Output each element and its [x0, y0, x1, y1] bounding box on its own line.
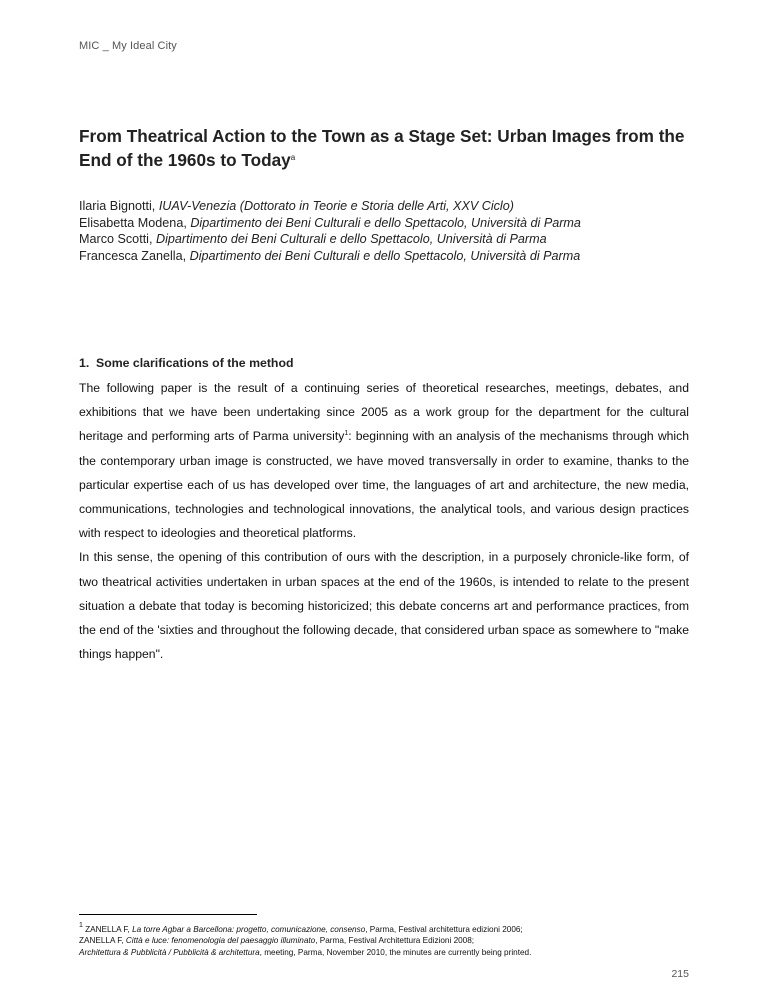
running-header: MIC _ My Ideal City [79, 40, 177, 52]
author-affiliation: Dipartimento dei Beni Culturali e dello Spettacolo, Università di Parma [189, 248, 581, 263]
footnote-reference[interactable]: 1 [344, 430, 349, 438]
author-affiliation: Dipartimento dei Beni Culturali e dello Spettacolo, Università di Parma [155, 232, 547, 246]
footnote-line [79, 947, 719, 958]
author-affiliation: IUAV-Venezia (Dottorato in Teorie e Storia delle Arti, XXV Ciclo) [158, 199, 514, 213]
body-text [79, 376, 689, 666]
author-line [79, 231, 699, 248]
footnote-title: Città e luce: fenomenologia del paesaggio illuminato [125, 936, 316, 946]
footnote-divider [79, 914, 257, 915]
footnote-author: ZANELLA F, [82, 925, 130, 934]
section-number: 1. [79, 356, 90, 370]
footnote-line [79, 924, 719, 935]
author-affiliation: Dipartimento dei Beni Culturali e dello Spettacolo, Università di Parma [190, 215, 581, 230]
footnote-details: , meeting, Parma, November 2010, the minutes are currently being printed. [259, 947, 532, 957]
author-name: Francesca Zanella, [79, 248, 187, 263]
title-note-mark: a [290, 153, 296, 162]
footnote-details: , Parma, Festival Architettura Edizioni 2008; [315, 936, 475, 946]
author-line [79, 248, 699, 265]
footnotes [79, 924, 719, 958]
footnote-details: , Parma, Festival architettura edizioni 2006; [365, 925, 523, 934]
footnote-author: ZANELLA F, [79, 936, 124, 946]
section-heading [79, 356, 293, 370]
paragraph: In this sense, the opening of this contribution of ours with the description, in a purposely chronicle-like form, of two theatrical activities undertaken in urban spaces at the end of the 1960s, is intended to relate to the present situation a debate that today is becoming historicized; this debate concerns art and performance practices, from the end of the 'sixties and throughout the following decade, that considered urban space as somewhere to "make things happen". [79, 550, 689, 662]
paragraph [79, 376, 689, 545]
footnote-line [79, 935, 719, 946]
author-name: Ilaria Bignotti, [79, 199, 156, 213]
section-title: Some clarifications of the method [96, 356, 294, 370]
article-title [79, 126, 689, 171]
footnote-title: La torre Agbar a Barcellona: progetto, comunicazione, consenso [132, 925, 366, 934]
paragraph-text: : beginning with an analysis of the mechanisms through which the contemporary urban image is constructed, we have moved transversally in order to examine, thanks to the particular expertise each of us has developed over time, the languages of art and architecture, the new media, communications, technologies and technological innovations, the analytical tools, and various design practices with respect to ideologies and theoretical platforms. [79, 429, 689, 541]
footnote-title: Architettura & Pubblicità / Pubblicità & architettura [79, 947, 260, 957]
article-title-text: From Theatrical Action to the Town as a Stage Set: Urban Images from the End of the 1960s to Today [79, 126, 685, 170]
author-name: Elisabetta Modena, [79, 215, 187, 230]
paragraph-text: The following paper is the result of a continuing series of theoretical researches, meetings, debates, and exhibitions that we have been undertaking since 2005 as a work group for the department for the cultural heritage and performing arts of Parma university [79, 381, 689, 444]
footnote-marker: 1 [79, 922, 83, 929]
author-line [79, 198, 699, 215]
author-name: Marco Scotti, [79, 232, 153, 246]
author-list [79, 198, 699, 264]
author-line [79, 215, 699, 232]
page-number: 215 [671, 968, 689, 980]
